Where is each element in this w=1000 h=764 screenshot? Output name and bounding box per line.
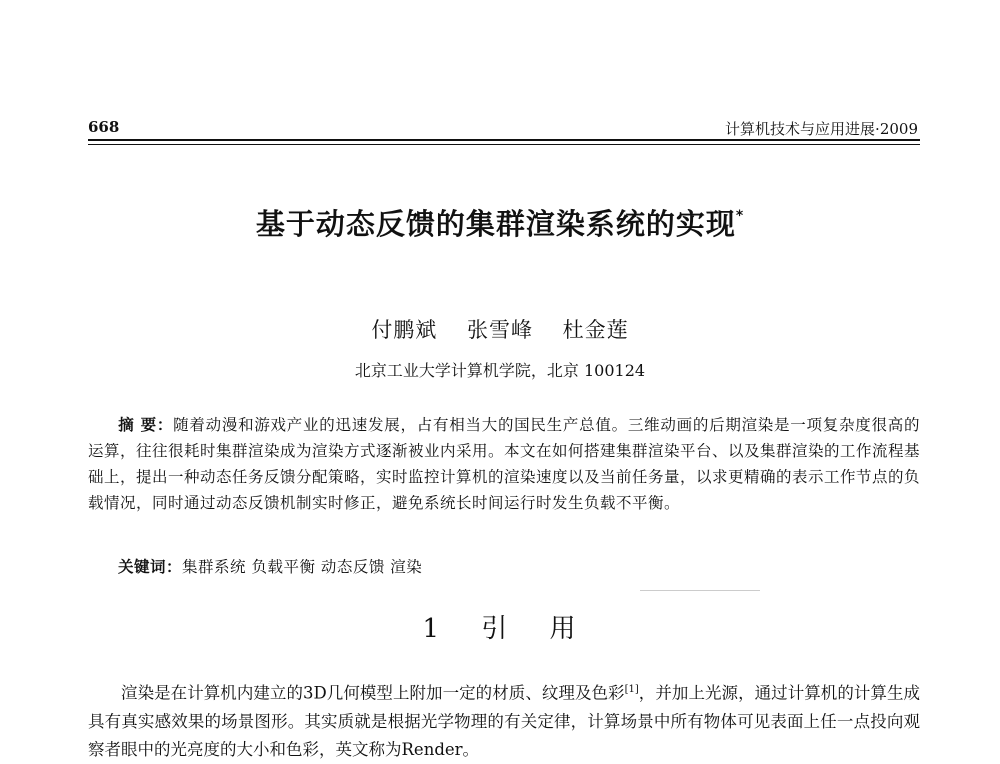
body-text-part2: ，并加上光源，通过计算机的计算生成具有真实感效果的场景图形。其实质就是根据光学物理的有关定律，计算场景中所有物体可见表面上任一点投向观察者眼中的光亮度的大小和色彩，英文称为Render。: [88, 683, 921, 759]
author-list: 付鹏斌 张雪峰 杜金莲: [371, 318, 629, 342]
paper-title: [0, 202, 1000, 243]
keywords-label: 关键词：: [118, 557, 183, 576]
abstract: [88, 412, 920, 516]
scan-artifact-line: [640, 590, 760, 591]
body-text-part1: 渲染是在计算机内建立的3D几何模型上附加一定的材质、纹理及色彩: [121, 683, 625, 703]
abstract-text: 随着动漫和游戏产业的迅速发展，占有相当大的国民生产总值。三维动画的后期渲染是一项复杂度很高的运算，往往很耗时集群渲染成为渲染方式逐渐被业内采用。本文在如何搭建集群渲染平台、以及集群渲染的工作流程基础上，提出一种动态任务反馈分配策略，实时监控计算机的渲染速度以及当前任务量，以求更精确的表示工作节点的负载情况，同时通过动态反馈机制实时修正，避免系统长时间运行时发生负载不平衡。: [88, 416, 921, 512]
keywords-text: 集群系统 负载平衡 动态反馈 渲染: [182, 558, 423, 576]
keywords: [118, 555, 918, 577]
title-text: 基于动态反馈的集群渲染系统的实现: [255, 207, 736, 241]
section-heading: 1 引 用: [422, 614, 578, 644]
citation-ref: [1]: [624, 684, 639, 695]
body-paragraph: [88, 676, 920, 764]
page-number: 668: [88, 118, 120, 136]
title-footnote-mark: *: [735, 208, 745, 224]
abstract-label: 摘 要：: [118, 415, 174, 434]
journal-name: 计算机技术与应用进展·2009: [725, 120, 918, 138]
running-header: [88, 118, 918, 138]
affiliation: 北京工业大学计算机学院，北京 100124: [354, 361, 646, 380]
header-rule: [88, 139, 920, 145]
